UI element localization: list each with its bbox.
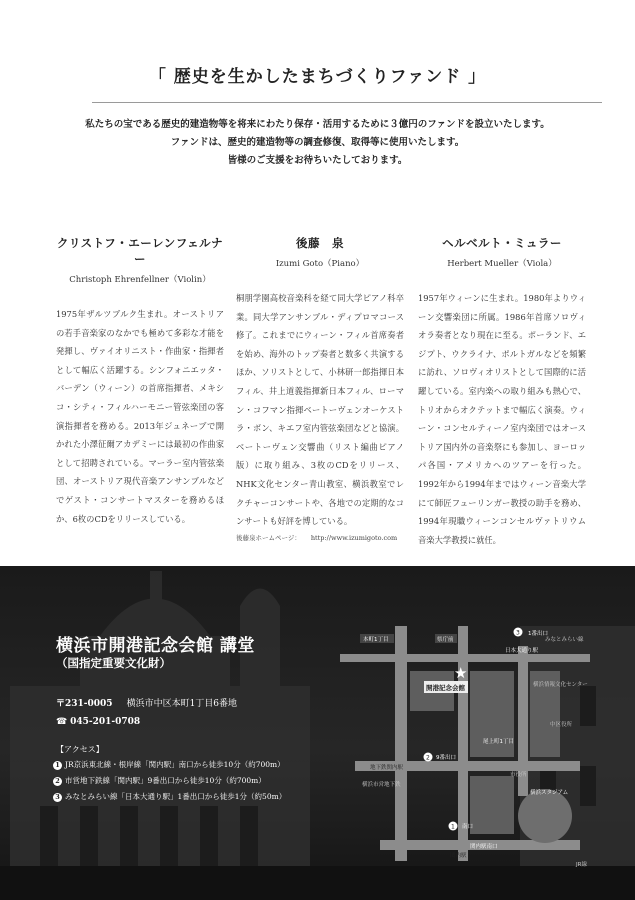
- map-label-subway: 地下鉄関内駅: [370, 765, 404, 771]
- map-road: [395, 626, 407, 861]
- performer-name: クリストフ・エーレンフェルナー: [56, 236, 224, 266]
- performer-goto: [236, 235, 404, 542]
- access-item: [53, 759, 285, 770]
- venue-section: [0, 566, 635, 900]
- map-label-minatomirai: みなとみらい線: [545, 637, 584, 643]
- venue-subtitle: （国指定重要文化財）: [56, 656, 171, 670]
- street-address: 横浜市中区本町1丁目6番地: [126, 699, 238, 709]
- map-block: [470, 776, 514, 834]
- map-label-south-exit: 南口: [462, 824, 474, 830]
- map-badge-2-text: 2: [426, 754, 430, 762]
- map-label-exit1: 1番出口: [528, 631, 548, 637]
- performer-role: Herbert Mueller（Viola）: [447, 259, 557, 269]
- map-label-stadium: 横浜スタジアム: [530, 790, 569, 796]
- fund-intro-line-3: 皆様のご支援をお待ちいたしております。: [227, 155, 408, 166]
- map-label-exit9: 9番出口: [436, 755, 456, 761]
- map-label-station: 日本大通り駅: [505, 648, 539, 654]
- map-label-subway-line: 横浜市営地下鉄: [362, 782, 401, 788]
- telephone-icon: ☎: [56, 717, 68, 727]
- homepage-link[interactable]: http://www.izumigoto.com: [310, 533, 398, 542]
- access-map: [340, 626, 600, 876]
- map-label-info-center: 横浜情報文化センター: [533, 682, 588, 688]
- fund-title: 「 歴史を生かしたまちづくりファンド 」: [148, 67, 487, 87]
- access-item: [53, 775, 266, 786]
- map-label-kannai-south: 関内駅南口: [470, 844, 498, 850]
- performer-name: ヘルベルト・ミュラー: [442, 236, 562, 250]
- map-label-kannai-station: 関内駅: [450, 853, 467, 859]
- map-badge-1-text: 1: [451, 823, 455, 831]
- access-text: みなとみらい線「日本大通り駅」1番出口から徒歩1分（約50m）: [65, 792, 287, 801]
- map-label-prefoffice: 県庁前: [437, 637, 454, 643]
- access-text: JR京浜東北線・根岸線「関内駅」南口から徒歩10分（約700m）: [65, 760, 285, 769]
- venue-name: 横浜市開港記念会館 講堂: [56, 636, 255, 656]
- map-label-naka-ward: 中区役所: [550, 722, 573, 728]
- access-heading: 【アクセス】: [56, 745, 104, 754]
- fund-intro-line-2: ファンドは、歴史的建造物等の調査修復、取得等に使用いたします。: [170, 137, 465, 148]
- title-divider: [92, 102, 602, 103]
- map-label-kenmin: 尾上町1丁目: [483, 739, 514, 745]
- performer-bio: 1957年ウィーンに生まれ。1980年よりウィーン交響楽団に所属。1986年首席ソロヴィオラ奏者となり現在に至る。ポーランド、エジプト、ウクライナ、ポルトガルなどを頻繁に訪れ、ソロヴィオリストとして国際的に活躍している。室内楽への取り組みも熱心で、トリオからオクテットまで幅広く演奏。ウィーン・コンセルティーノ室内楽団ではオーストリア国内外の音楽祭にも参加し、ヨーロッパ各国・アメリカへのツアーを行った。1992年から1994年まではウィーン音楽大学にて師匠フューリンガー教授の助手を務め、1994年現職ウィーンコンセルヴァトリウム音楽大学教授に就任。: [418, 293, 586, 545]
- postal-code: 〒231-0005: [56, 699, 113, 709]
- number-badge: 3: [53, 793, 62, 802]
- performer-name: 後藤 泉: [296, 236, 344, 250]
- homepage-label: 後藤泉ホームページ：: [236, 533, 301, 542]
- stadium-shape: [518, 789, 572, 843]
- performer-bio: 1975年ザルツブルク生まれ。オーストリアの若手音楽家のなかでも極めて多彩な才能を発揮し、ヴァイオリニスト・作曲家・指揮者として幅広く活躍する。シンフォニエッタ・バーデン（ウィーン）の首席指揮者、メキシコ・シティ・フィルハーモニー管弦楽団の客演指揮者を務める。2013年ジュネーブで開かれた小澤征爾アカデミーには最初の作曲家として招聘されている。マーラー室内管弦楽団、オーストリア現代音楽アンサンブルなどでゲスト・コンサートマスターを務めるほか、6枚のCDをリリースしている。: [56, 309, 224, 524]
- map-badge-3-text: 3: [516, 629, 520, 637]
- access-text: 市営地下鉄線「関内駅」9番出口から徒歩10分（約700m）: [65, 776, 266, 785]
- number-badge: 2: [53, 777, 62, 786]
- map-label-city-hall: 市役所: [510, 772, 527, 778]
- number-badge: 1: [53, 761, 62, 770]
- venue-address: [56, 696, 237, 709]
- performer-role: Izumi Goto（Piano）: [275, 259, 365, 269]
- map-label-venue: 開港記念会館: [426, 684, 465, 692]
- map-label-honcho: 本町1丁目: [363, 637, 389, 643]
- star-icon: ★: [454, 664, 468, 682]
- performer-bio: 桐朋学園高校音楽科を経て同大学ピアノ科卒業。同大学アンサンブル・ディプロマコース修了。これまでにウィーン・フィル首席奏者を始め、海外のトップ奏者と数多く共演するほか、ソリストとして、小林研一郎指揮日本フィル、井上道義指揮新日本フィル、ローマン・コフマン指揮ベートーヴェンオーケストラ・ボン、キエフ室内管弦楽団などと協演。ベートーヴェン交響曲（リスト編曲ピアノ版）に取り組み、3枚のCDをリリース、NHK文化センター青山教室、横浜教室でレクチャーコンサートや、各地での定期的なコンサートも好評を博している。: [236, 293, 404, 527]
- performer-mueller: [418, 235, 586, 549]
- access-item: [53, 791, 286, 802]
- performer-role: Christoph Ehrenfellner（Violin）: [69, 275, 211, 285]
- map-label-jr: JR線: [576, 862, 587, 868]
- performer-ehrenfellner: [56, 235, 224, 528]
- venue-phone: [56, 717, 140, 727]
- performer-homepage: [236, 533, 404, 542]
- phone-number: 045-201-0708: [70, 717, 141, 727]
- fund-intro-line-1: 私たちの宝である歴史的建造物等を将来にわたり保存・活用するために３億円のファンドを設立いたします。: [85, 119, 550, 130]
